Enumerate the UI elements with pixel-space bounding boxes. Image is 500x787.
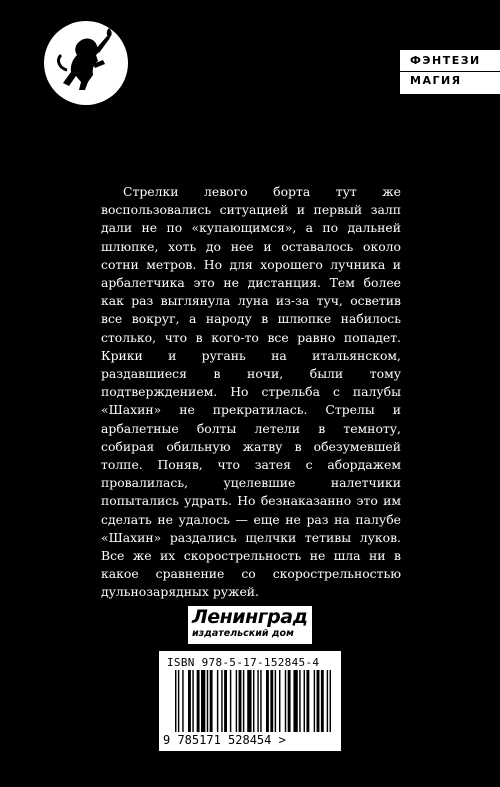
barcode-bar bbox=[175, 670, 176, 732]
genre-magic: МАГИЯ bbox=[410, 74, 462, 87]
barcode-bar bbox=[270, 670, 273, 732]
barcode-image bbox=[175, 670, 331, 732]
barcode-bar bbox=[279, 670, 280, 732]
barcode-bar bbox=[230, 670, 231, 732]
barcode-bar bbox=[306, 670, 309, 732]
genre-label-box bbox=[400, 50, 500, 94]
barcode-bar bbox=[221, 670, 222, 732]
barcode-bar bbox=[275, 670, 276, 732]
barcode-bar bbox=[293, 670, 297, 732]
barcode-bar bbox=[192, 670, 193, 732]
barcode-bar bbox=[321, 670, 324, 732]
barcode-bar bbox=[330, 670, 331, 732]
barcode-bar bbox=[197, 670, 200, 732]
lion-emblem-icon bbox=[43, 20, 129, 106]
barcode-bar bbox=[266, 670, 269, 732]
barcode-bar bbox=[317, 670, 320, 732]
barcode-bar bbox=[207, 670, 208, 732]
barcode-bar bbox=[299, 670, 300, 732]
barcode-bar bbox=[224, 670, 227, 732]
isbn-barcode-block bbox=[159, 651, 341, 751]
barcode-bar bbox=[260, 670, 261, 732]
barcode-bar bbox=[188, 670, 191, 732]
barcode-bar bbox=[217, 670, 218, 732]
barcode-bar bbox=[239, 670, 242, 732]
barcode-bar bbox=[236, 670, 237, 732]
isbn-number: ISBN 978-5-17-152845-4 bbox=[167, 656, 320, 669]
publisher-name: Ленинград bbox=[192, 606, 308, 628]
barcode-bar bbox=[327, 670, 328, 732]
barcode-bar bbox=[257, 670, 258, 732]
barcode-bar bbox=[178, 670, 179, 732]
barcode-bar bbox=[285, 670, 286, 732]
publisher-logo bbox=[188, 606, 312, 644]
barcode-bar bbox=[288, 670, 291, 732]
barcode-bar bbox=[253, 670, 254, 732]
blurb-text: Стрелки левого борта тут же воспользовались ситуацией и первый залп дали не по «купающимся», а по дальней шлюпке, хоть до нее и оставалось около сотни метров. Но для хорошего лучника и арбалетчика это не дистанция. Тем более как раз выглянула луна из-за туч, осветив все вокруг, а народу в шлюпке набилось столько, что в кого-то все равно попадет. Крики и ругань на итальянском, раздавшиеся в ночи, были тому подтверждением. Но стрельба с палубы «Шахин» не прекратилась. Стрелы и арбалетные болты летели в темноту, собирая обильную жатву в обезумевшей толпе. Поняв, что затея с абордажем провалилась, уцелевшие налетчики попытались удрать. Но безнаказанно это им сделать не удалось — еще не раз на палубе «Шахин» раздались щелчки тетивы луков. Все же их скорострельность не шла ни в какое сравнение со скорострельностью дульнозарядных ружей. bbox=[101, 184, 401, 600]
barcode-bar bbox=[314, 670, 315, 732]
barcode-bar bbox=[243, 670, 244, 732]
barcode-bar bbox=[247, 670, 251, 732]
barcode-bar bbox=[182, 670, 183, 732]
barcode-bar bbox=[201, 670, 205, 732]
barcode-bar bbox=[210, 670, 213, 732]
barcode-digits: 9 785171 528454 > bbox=[163, 733, 286, 747]
genre-fantasy: ФЭНТЕЗИ bbox=[410, 54, 481, 67]
genre-divider bbox=[400, 71, 500, 72]
publisher-subtitle: издательский дом bbox=[192, 628, 294, 639]
barcode-bar bbox=[304, 670, 305, 732]
